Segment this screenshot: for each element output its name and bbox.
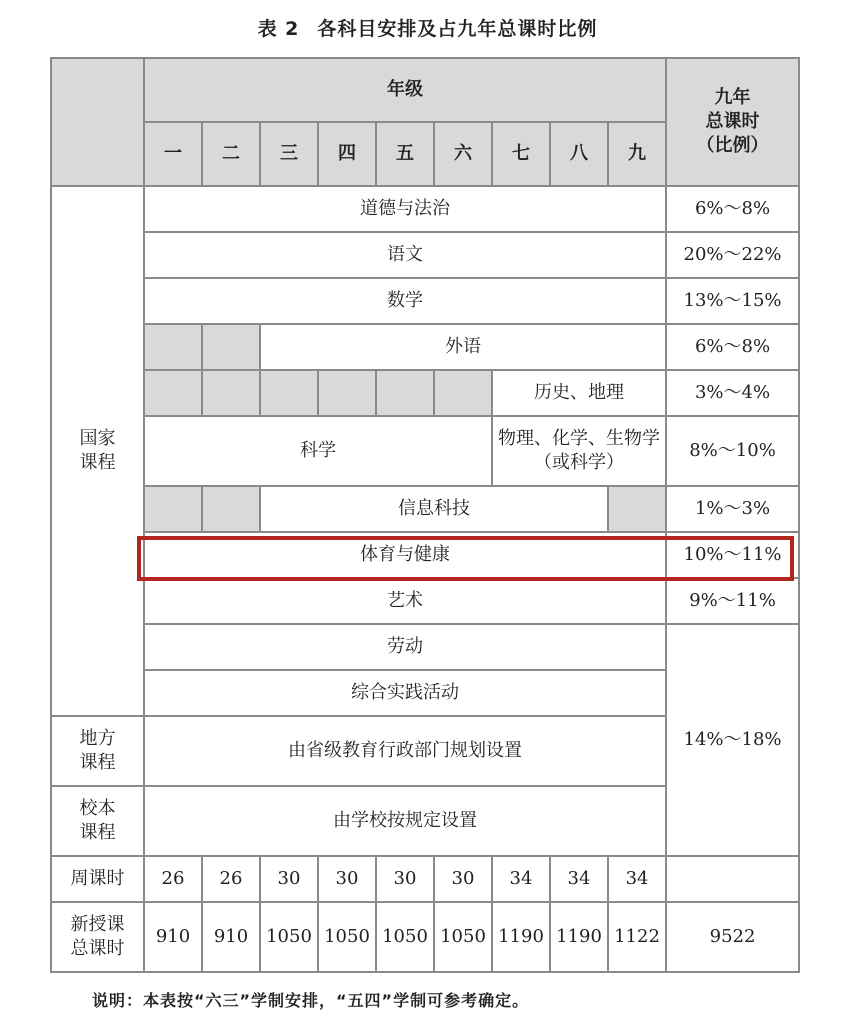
- weekly-hours-cell: 30: [260, 856, 318, 902]
- total-ratio-header: [666, 58, 799, 186]
- weekly-hours-cell: 34: [608, 856, 666, 902]
- shaded-cell: [144, 370, 202, 416]
- total-header-line-2: 总课时: [705, 110, 760, 132]
- shaded-cell: [260, 370, 318, 416]
- shaded-cell: [202, 486, 260, 532]
- subject-labor: 劳动: [144, 624, 666, 670]
- group-label-line: 课程: [79, 452, 116, 473]
- subject-school-setting: 由学校按规定设置: [144, 786, 666, 856]
- subject-physical-education: 体育与健康: [144, 532, 666, 578]
- ratio-foreign-language: 6%～8%: [666, 324, 799, 370]
- group-label-line: 校本: [79, 797, 116, 819]
- shaded-cell: [608, 486, 666, 532]
- total-hours-cell: 1050: [376, 902, 434, 972]
- subject-arts: 艺术: [144, 578, 666, 624]
- table-number: 表 2: [257, 18, 300, 40]
- group-label-line: 课程: [79, 822, 116, 843]
- group-label-line: 课程: [79, 752, 116, 773]
- total-header-line-1: 九年: [714, 86, 751, 108]
- weekly-hours-cell: 26: [202, 856, 260, 902]
- total-hours-cell: 1050: [318, 902, 376, 972]
- grade-cell: 二: [202, 122, 260, 186]
- shaded-cell: [376, 370, 434, 416]
- total-hours-cell: 1190: [492, 902, 550, 972]
- group-school-course: [51, 786, 144, 856]
- ratio-morality: 6%～8%: [666, 186, 799, 232]
- grade-cell: 六: [434, 122, 492, 186]
- total-hours-cell: 1190: [550, 902, 608, 972]
- total-hours-cell: 1122: [608, 902, 666, 972]
- subject-morality: 道德与法治: [144, 186, 666, 232]
- weekly-hours-empty: [666, 856, 799, 902]
- grade-cell: 七: [492, 122, 550, 186]
- subject-history-geography: 历史、地理: [492, 370, 666, 416]
- ratio-information-technology: 1%～3%: [666, 486, 799, 532]
- grade-cell: 五: [376, 122, 434, 186]
- curriculum-table: [50, 57, 800, 973]
- weekly-hours-cell: 30: [318, 856, 376, 902]
- shaded-cell: [202, 324, 260, 370]
- shaded-cell: [318, 370, 376, 416]
- grade-cell: 一: [144, 122, 202, 186]
- group-local-course: [51, 716, 144, 786]
- shaded-cell: [202, 370, 260, 416]
- ratio-chinese: 20%～22%: [666, 232, 799, 278]
- ratio-math: 13%～15%: [666, 278, 799, 324]
- total-hours-label-line: 总课时: [70, 938, 125, 959]
- shaded-cell: [144, 324, 202, 370]
- weekly-hours-cell: 30: [376, 856, 434, 902]
- ratio-arts: 9%～11%: [666, 578, 799, 624]
- weekly-hours-cell: 26: [144, 856, 202, 902]
- total-hours-sum: 9522: [666, 902, 799, 972]
- grade-cell: 三: [260, 122, 318, 186]
- ratio-history-geography: 3%～4%: [666, 370, 799, 416]
- total-hours-cell: 910: [144, 902, 202, 972]
- total-hours-cell: 1050: [434, 902, 492, 972]
- grade-cell: 九: [608, 122, 666, 186]
- subject-chinese: 语文: [144, 232, 666, 278]
- shaded-cell: [144, 486, 202, 532]
- group-label-line: 国家: [79, 427, 116, 449]
- weekly-hours-cell: 34: [492, 856, 550, 902]
- weekly-hours-cell: 30: [434, 856, 492, 902]
- shaded-cell: [434, 370, 492, 416]
- grade-header: 年级: [144, 58, 666, 122]
- total-hours-label: [51, 902, 144, 972]
- subject-foreign-language: 外语: [260, 324, 666, 370]
- corner-header-cell: [51, 58, 144, 186]
- total-hours-cell: 910: [202, 902, 260, 972]
- total-header-line-3: （比例）: [696, 135, 769, 157]
- subject-local-setting: 由省级教育行政部门规划设置: [144, 716, 666, 786]
- group-national-course: [51, 186, 144, 716]
- table-title: [0, 14, 855, 41]
- ratio-physical-education: 10%～11%: [666, 532, 799, 578]
- subject-physics-chemistry-biology: 物理、化学、生物学（或科学）: [492, 416, 666, 486]
- footnote: 说明：本表按“六三”学制安排，“五四”学制可参考确定。: [92, 991, 530, 1010]
- table-caption: 各科目安排及占九年总课时比例: [317, 18, 598, 40]
- grade-cell: 四: [318, 122, 376, 186]
- ratio-combined: 14%～18%: [666, 624, 799, 856]
- weekly-hours-cell: 34: [550, 856, 608, 902]
- group-label-line: 地方: [79, 727, 116, 749]
- subject-math: 数学: [144, 278, 666, 324]
- subject-integrated-practice: 综合实践活动: [144, 670, 666, 716]
- total-hours-label-line: 新授课: [70, 913, 125, 935]
- ratio-science: 8%～10%: [666, 416, 799, 486]
- total-hours-cell: 1050: [260, 902, 318, 972]
- subject-science: 科学: [144, 416, 492, 486]
- grade-cell: 八: [550, 122, 608, 186]
- weekly-hours-label: 周课时: [51, 856, 144, 902]
- subject-information-technology: 信息科技: [260, 486, 608, 532]
